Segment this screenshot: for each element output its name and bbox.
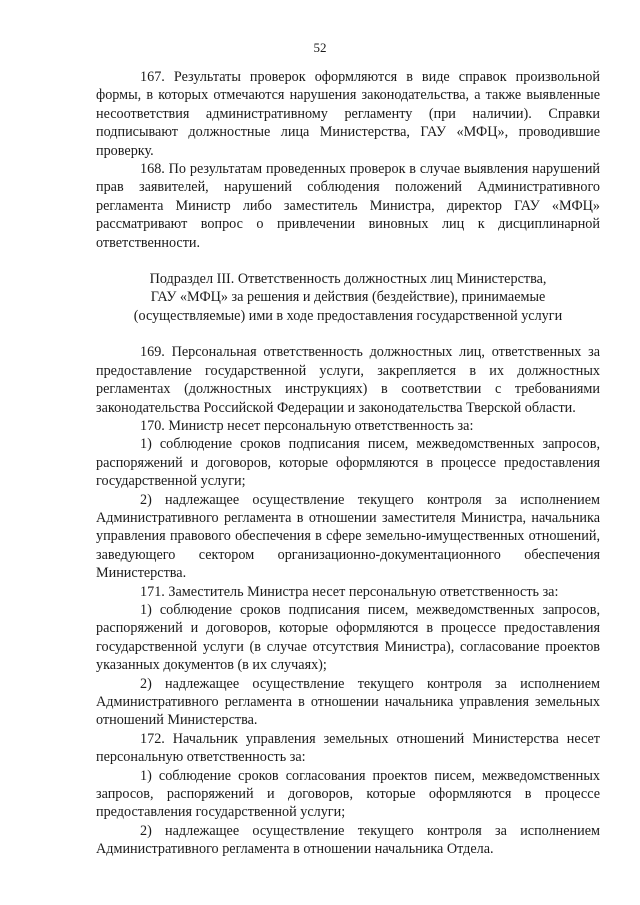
subsection-heading-line-3: (осуществляемые) ими в ходе предоставления государственной услуги xyxy=(133,307,563,324)
paragraph-171-item-2: 2) надлежащее осуществление текущего контроля за исполнением Административного регламента в отношении начальника управления земельных отношений Министерства. xyxy=(96,675,600,729)
paragraph-171: 171. Заместитель Министра несет персональную ответственность за: xyxy=(140,583,559,600)
paragraph-169: 169. Персональная ответственность должностных лиц, ответственных за предоставление государственной услуги, закрепляется в их должностных регламентах (должностных инструкциях) в соответствии с требованиями законодательства Российской Федерации и законодательства Тверской области. xyxy=(96,344,600,416)
document-body xyxy=(96,68,600,859)
paragraph-170-item-1: 1) соблюдение сроков подписания писем, межведомственных запросов, распоряжений и договоров, которые оформляются в процессе предоставления государственной услуги; xyxy=(96,436,600,490)
paragraph-172: 172. Начальник управления земельных отношений Министерства несет персональную ответственность за: xyxy=(96,730,600,766)
paragraph-170-item-2: 2) надлежащее осуществление текущего контроля за исполнением Административного регламента в отношении заместителя Министра, начальника управления правового обеспечения в сфере земельно-имущественных отношений, заведующего сектором организационно-документационного обеспечения Министерства. xyxy=(96,491,600,582)
paragraph-167: 167. Результаты проверок оформляются в виде справок произвольной формы, в которых отмечаются нарушения законодательства, а также выявленные несоответствия административному регламенту (при наличии). Справки подписывают должностные лица Министерства, ГАУ «МФЦ», проводившие проверку. xyxy=(96,69,600,159)
paragraph-172-item-2: 2) надлежащее осуществление текущего контроля за исполнением Административного регламента в отношении начальника Отдела. xyxy=(96,822,600,858)
paragraph-171-item-1: 1) соблюдение сроков подписания писем, межведомственных запросов, распоряжений и договоров, которые оформляются в процессе предоставления государственной услуги (в случае отсутствия Министра), согласование проектов указанных документов (в их случаях); xyxy=(96,601,600,674)
subsection-heading-line-1: Подраздел III. Ответственность должностных лиц Министерства, xyxy=(149,271,547,288)
subsection-heading xyxy=(96,270,600,325)
paragraph-172-item-1: 1) соблюдение сроков согласования проектов писем, межведомственных запросов, распоряжений и договоров, которые оформляются в процессе предоставления государственной услуги; xyxy=(96,767,600,821)
subsection-heading-line-2: ГАУ «МФЦ» за решения и действия (бездействие), принимаемые xyxy=(150,289,546,306)
paragraph-168: 168. По результатам проведенных проверок в случае выявления нарушений прав заявителей, нарушений соблюдения положений Административного регламента Министр либо заместитель Министра, директор ГАУ «МФЦ» рассматривают вопрос о привлечении виновных лиц к дисциплинарной ответственности. xyxy=(96,161,600,251)
page-number: 52 xyxy=(313,40,327,55)
paragraph-170: 170. Министр несет персональную ответственность за: xyxy=(140,417,474,434)
